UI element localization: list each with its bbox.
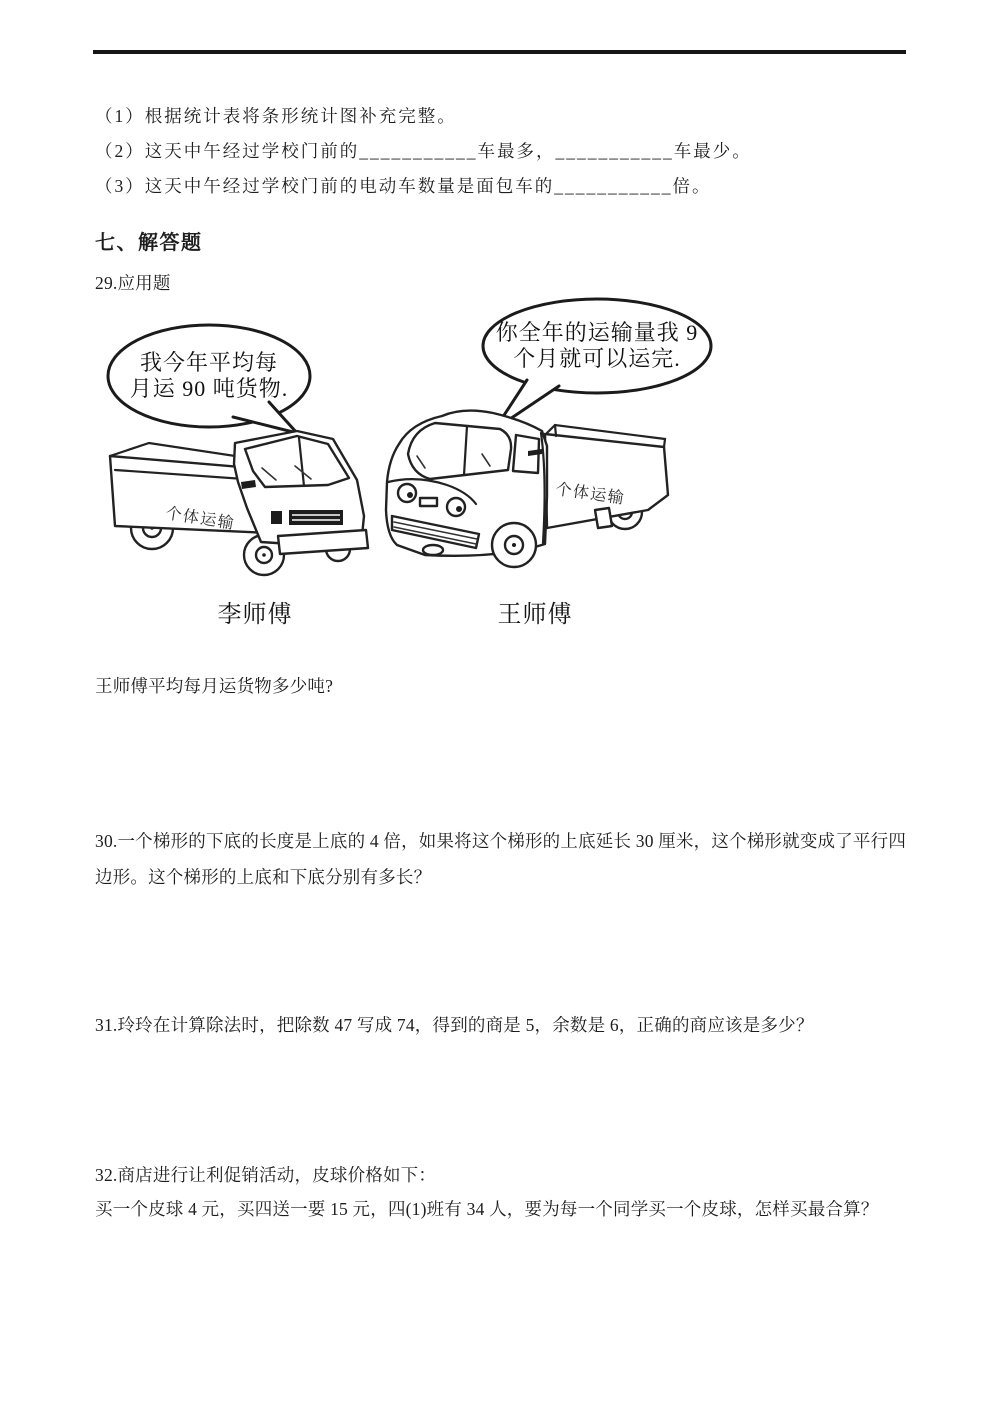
right-truck-mudflap: [595, 508, 612, 528]
sub-question-2: （2）这天中午经过学校门前的___________车最多，___________车最少。: [95, 141, 752, 161]
q31-text: 31.玲玲在计算除法时，把除数 47 写成 74，得到的商是 5，余数是 6，正确的商应该是多少？: [95, 1015, 814, 1035]
left-speech-bubble: [108, 325, 310, 433]
left-bubble-text-2: 月运 90 吨货物.: [129, 376, 289, 401]
left-driver-label: 李师傅: [217, 602, 293, 628]
right-speech-bubble: [483, 299, 711, 429]
trucks-illustration: [95, 296, 735, 648]
q29-question: 王师傅平均每月运货物多少吨?: [95, 676, 334, 696]
right-truck-headlight-right: [447, 498, 465, 516]
section-divider: [93, 50, 906, 54]
left-truck: [110, 431, 368, 575]
right-truck-plate: [420, 498, 437, 506]
sub-question-1: （1）根据统计表将条形统计图补充完整。: [95, 106, 457, 126]
right-truck-step: [423, 545, 443, 555]
left-truck-grille: [289, 510, 343, 525]
right-driver-label: 王师傅: [497, 602, 573, 628]
q32-line2: 买一个皮球 4 元，买四送一要 15 元，四(1)班有 34 人，要为每一个同学买一个皮球，怎样买最合算？: [95, 1199, 879, 1219]
section-title: 七、解答题: [95, 232, 203, 254]
right-truck-headlight-left: [398, 484, 416, 502]
left-bubble-text-1: 我今年平均每: [139, 350, 279, 375]
q30-line1: 30.一个梯形的下底的长度是上底的 4 倍，如果将这个梯形的上底延长 30 厘米，这个梯形就变成了平行四: [95, 831, 907, 851]
right-truck-windshield: [408, 423, 511, 479]
left-truck-lamp: [271, 511, 282, 524]
right-bubble-text-1: 你全年的运输量我 9: [495, 320, 699, 345]
q29-heading: 29.应用题: [95, 273, 171, 293]
sub-question-3: （3）这天中午经过学校门前的电动车数量是面包车的___________倍。: [95, 176, 712, 196]
q30-line2: 边形。这个梯形的上底和下底分别有多长？: [95, 867, 432, 887]
q32-line1: 32.商店进行让利促销活动，皮球价格如下：: [95, 1165, 437, 1185]
right-bubble-text-2: 个月就可以运完.: [513, 346, 681, 371]
right-truck-marking: 个体运输: [554, 481, 627, 508]
left-truck-marking: 个体运输: [164, 505, 237, 533]
right-truck: [386, 411, 668, 567]
